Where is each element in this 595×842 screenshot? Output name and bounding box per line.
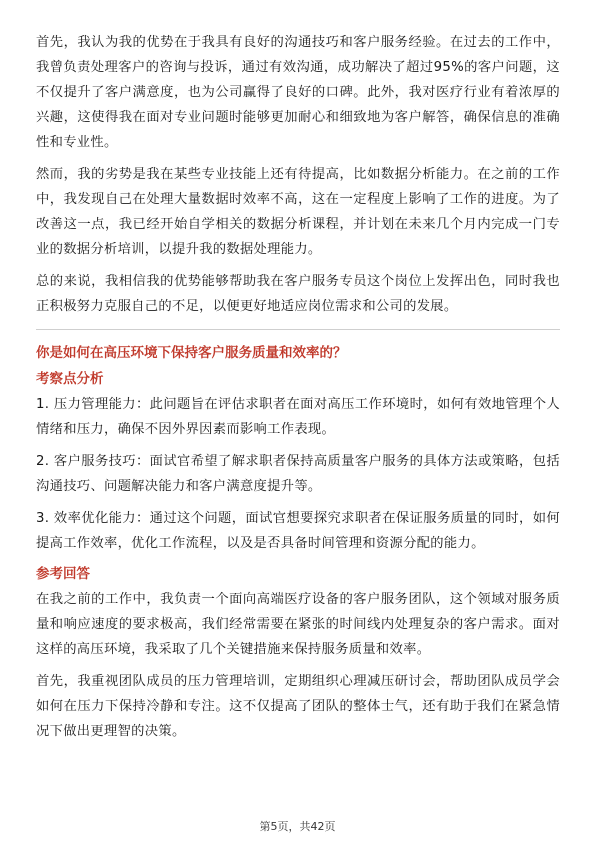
intro-paragraph-summary: 总的来说，我相信我的优势能够帮助我在客户服务专员这个岗位上发挥出色，同时我也正积极努力克服自己的不足，以便更好地适应岗位需求和公司的发展。 [36, 274, 560, 314]
analysis-heading: 考察点分析 [36, 371, 104, 387]
question-heading: 你是如何在高压环境下保持客户服务质量和效率的？ [36, 345, 347, 361]
analysis-item-2: 2. 客户服务技巧：面试官希望了解求职者保持高质量客户服务的具体方法或策略，包括沟通技巧、问题解决能力和客户满意度提升等。 [36, 454, 560, 494]
intro-paragraph-weaknesses: 然而，我的劣势是我在某些专业技能上还有待提高，比如数据分析能力。在之前的工作中，我发现自己在处理大量数据时效率不高，这在一定程度上影响了工作的进度。为了改善这一点，我已经开始自学相关的数据分析课程，并计划在未来几个月内完成一门专业的数据分析培训，以提升我的数据处理能力。 [36, 167, 560, 257]
document-page [36, 30, 560, 751]
reference-heading: 参考回答 [36, 566, 90, 582]
analysis-item-3: 3. 效率优化能力：通过这个问题，面试官想要探究求职者在保证服务质量的同时，如何提高工作效率，优化工作流程，以及是否具备时间管理和资源分配的能力。 [36, 511, 560, 551]
page-number-footer: 第5页，共42页 [259, 820, 336, 833]
reference-paragraph-2: 首先，我重视团队成员的压力管理培训，定期组织心理减压研讨会，帮助团队成员学会如何在压力下保持冷静和专注。这不仅提高了团队的整体士气，还有助于我们在紧急情况下做出更理智的决策。 [36, 674, 560, 739]
section-divider [36, 329, 560, 330]
analysis-item-1: 1. 压力管理能力：此问题旨在评估求职者在面对高压工作环境时，如何有效地管理个人情绪和压力，确保不因外界因素而影响工作表现。 [36, 397, 560, 437]
intro-paragraph-strengths: 首先，我认为我的优势在于我具有良好的沟通技巧和客户服务经验。在过去的工作中，我曾负责处理客户的咨询与投诉，通过有效沟通，成功解决了超过95%的客户问题，这不仅提升了客户满意度，也为公司赢得了良好的口碑。此外，我对医疗行业有着浓厚的兴趣，这使得我在面对专业问题时能够更加耐心和细致地为客户解答，确保信息的准确性和专业性。 [36, 35, 560, 150]
reference-paragraph-1: 在我之前的工作中，我负责一个面向高端医疗设备的客户服务团队，这个领域对服务质量和响应速度的要求极高，我们经常需要在紧张的时间线内处理复杂的客户需求。面对这样的高压环境，我采取了几个关键措施来保持服务质量和效率。 [36, 592, 560, 657]
